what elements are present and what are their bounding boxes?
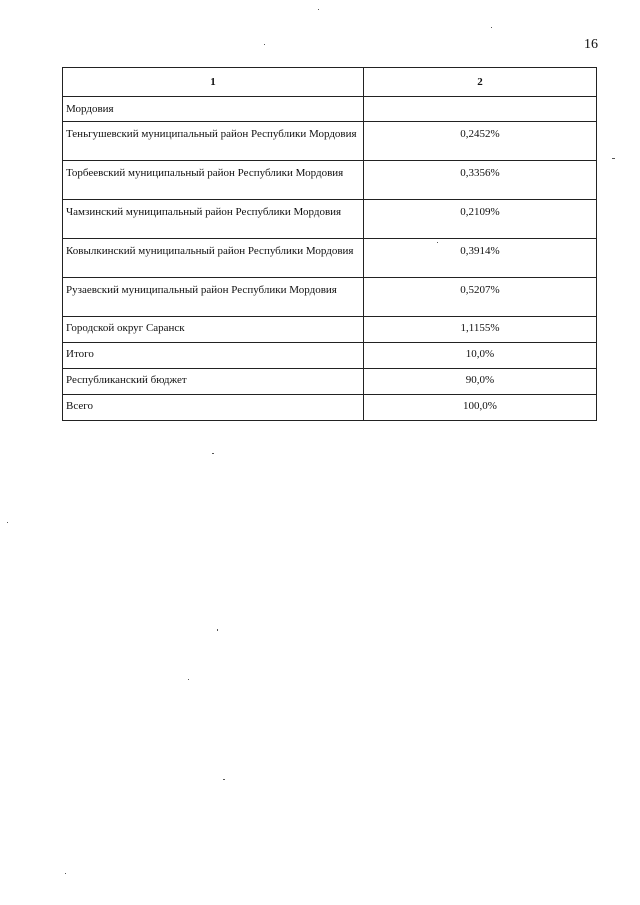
scan-speck — [188, 679, 189, 680]
row-value-cell: 0,2109% — [364, 200, 597, 239]
row-value-cell — [364, 97, 597, 122]
row-name-cell: Чамзинский муниципальный район Республики Мордовия — [63, 200, 364, 239]
table-row — [63, 369, 597, 395]
row-value-cell: 90,0% — [364, 369, 597, 395]
scan-speck — [264, 44, 265, 45]
table-row — [63, 200, 597, 239]
table-row — [63, 239, 597, 278]
row-value-cell: 0,3914% — [364, 239, 597, 278]
row-value-cell: 100,0% — [364, 395, 597, 421]
row-name-cell: Теньгушевский муниципальный район Республики Мордовия — [63, 122, 364, 161]
row-name-cell: Торбеевский муниципальный район Республики Мордовия — [63, 161, 364, 200]
scan-speck — [318, 9, 319, 10]
scan-speck — [7, 522, 8, 523]
scan-speck — [212, 453, 214, 454]
column-header-1: 1 — [63, 68, 364, 97]
row-value-cell: 1,1155% — [364, 317, 597, 343]
scan-speck — [437, 242, 438, 243]
row-name-cell: Республиканский бюджет — [63, 369, 364, 395]
row-value-cell: 0,5207% — [364, 278, 597, 317]
scan-speck — [223, 779, 225, 780]
row-name-cell: Городской округ Саранск — [63, 317, 364, 343]
row-value-cell: 0,2452% — [364, 122, 597, 161]
table-row — [63, 122, 597, 161]
row-name-cell: Ковылкинский муниципальный район Республики Мордовия — [63, 239, 364, 278]
table-header-row — [63, 68, 597, 97]
table-row — [63, 317, 597, 343]
column-header-2: 2 — [364, 68, 597, 97]
table-row — [63, 97, 597, 122]
scan-speck — [65, 873, 66, 874]
scan-speck — [612, 158, 615, 159]
table-row — [63, 161, 597, 200]
allocation-table — [62, 67, 597, 421]
row-name-cell: Мордовия — [63, 97, 364, 122]
scan-speck — [491, 27, 492, 28]
page-number: 16 — [584, 37, 598, 52]
row-name-cell: Итого — [63, 343, 364, 369]
row-name-cell: Рузаевский муниципальный район Республики Мордовия — [63, 278, 364, 317]
scan-speck — [217, 629, 218, 631]
row-value-cell: 0,3356% — [364, 161, 597, 200]
table-row — [63, 343, 597, 369]
row-value-cell: 10,0% — [364, 343, 597, 369]
row-name-cell: Всего — [63, 395, 364, 421]
table-row — [63, 278, 597, 317]
table-row — [63, 395, 597, 421]
